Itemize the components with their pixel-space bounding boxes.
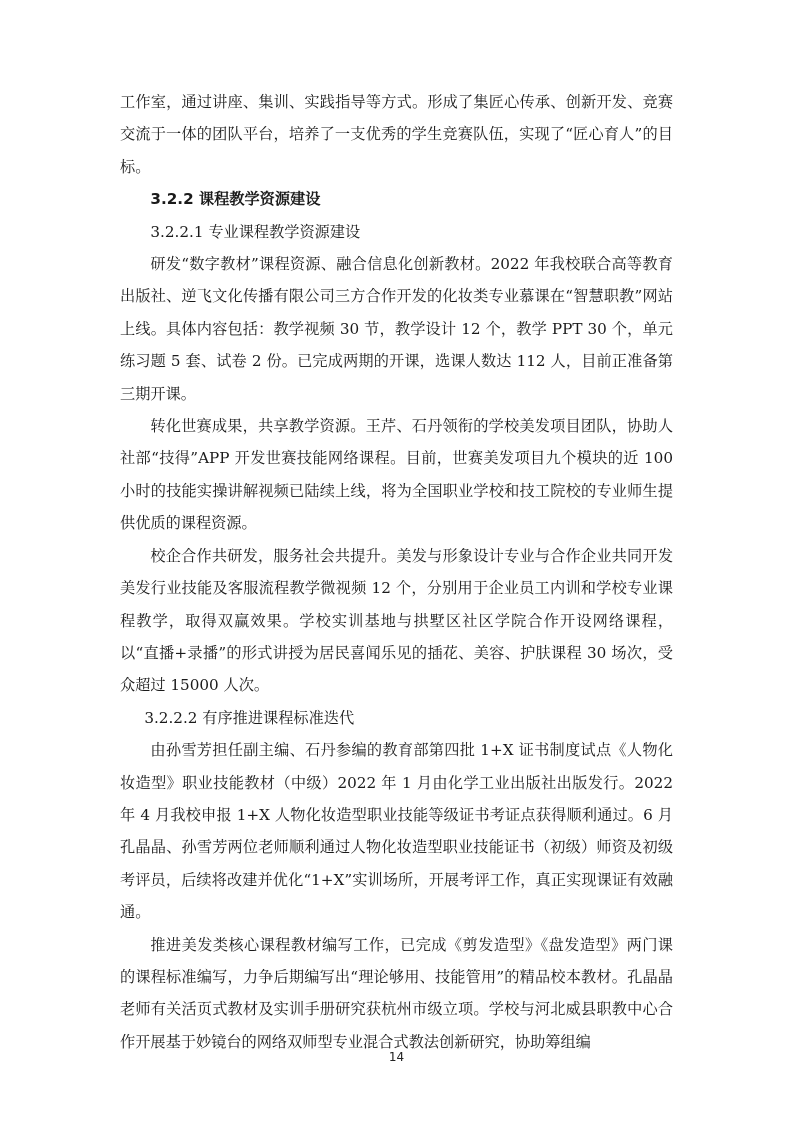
page-content: [120, 86, 673, 1058]
paragraph-core-textbooks: 推进美发类核心课程教材编写工作，已完成《剪发造型》《盘发造型》两门课的课程标准编写，力争后期编写出“理论够用、技能管用”的精品校本教材。孔晶晶老师有关活页式教材及实训手册研究获杭州市级立项。学校与河北威县职教中心合作开展基于妙镜台的网络双师型专业混合式教法创新研究，协助筹组编: [120, 935, 673, 1051]
section-heading-3-2-2: 3.2.2 课程教学资源建设: [150, 190, 321, 209]
paragraph-world-skills: 转化世赛成果，共享教学资源。王芹、石丹领衔的学校美发项目团队，协助人社部“技得”APP 开发世赛技能网络课程。目前，世赛美发项目九个模块的近 100 小时的技能实操讲解视频已陆续上线，将为全国职业学校和技工院校的专业师生提供优质的课程资源。: [120, 417, 673, 533]
paragraph-school-enterprise: 校企合作共研发，服务社会共提升。美发与形象设计专业与合作企业共同开发美发行业技能及客服流程教学微视频 12 个，分别用于企业员工内训和学校专业课程教学，取得双赢效果。学校实训基地与拱墅区社区学院合作开设网络课程，以“直播+录播”的形式讲授为居民喜闻乐见的插花、美容、护肤课程 30 场次，受众超过 15000 人次。: [120, 546, 673, 695]
paragraph-continuation: 工作室，通过讲座、集训、实践指导等方式。形成了集匠心传承、创新开发、竞赛交流于一体的团队平台，培养了一支优秀的学生竞赛队伍，实现了“匠心育人”的目标。: [120, 93, 673, 176]
subsection-heading-3-2-2-1: 3.2.2.1 专业课程教学资源建设: [150, 222, 361, 241]
subsection-heading-3-2-2-2: 3.2.2.2 有序推进课程标准迭代: [144, 708, 355, 727]
paragraph-1x-certificate: 由孙雪芳担任副主编、石丹参编的教育部第四批 1+X 证书制度试点《人物化妆造型》职业技能教材（中级）2022 年 1 月由化学工业出版社出版发行。2022 年 4 月我校申报 1+X 人物化妆造型职业技能等级证书考证点获得顺利通过。6 月孔晶晶、孙雪芳两位老师顺利通过人物化妆造型职业技能证书（初级）师资及初级考评员，后续将改建并优化“1+X”实训场所，开展考评工作，真正实现课证有效融通。: [120, 741, 673, 922]
page-number: 14: [388, 1050, 405, 1064]
paragraph-digital-textbook: 研发“数字教材”课程资源、融合信息化创新教材。2022 年我校联合高等教育出版社、逆飞文化传播有限公司三方合作开发的化妆类专业慕课在“智慧职教”网站上线。具体内容包括：教学视频 30 节，教学设计 12 个，教学 PPT 30 个，单元练习题 5 套、试卷 2 份。已完成两期的开课，选课人数达 112 人，目前正准备第三期开课。: [120, 255, 673, 403]
